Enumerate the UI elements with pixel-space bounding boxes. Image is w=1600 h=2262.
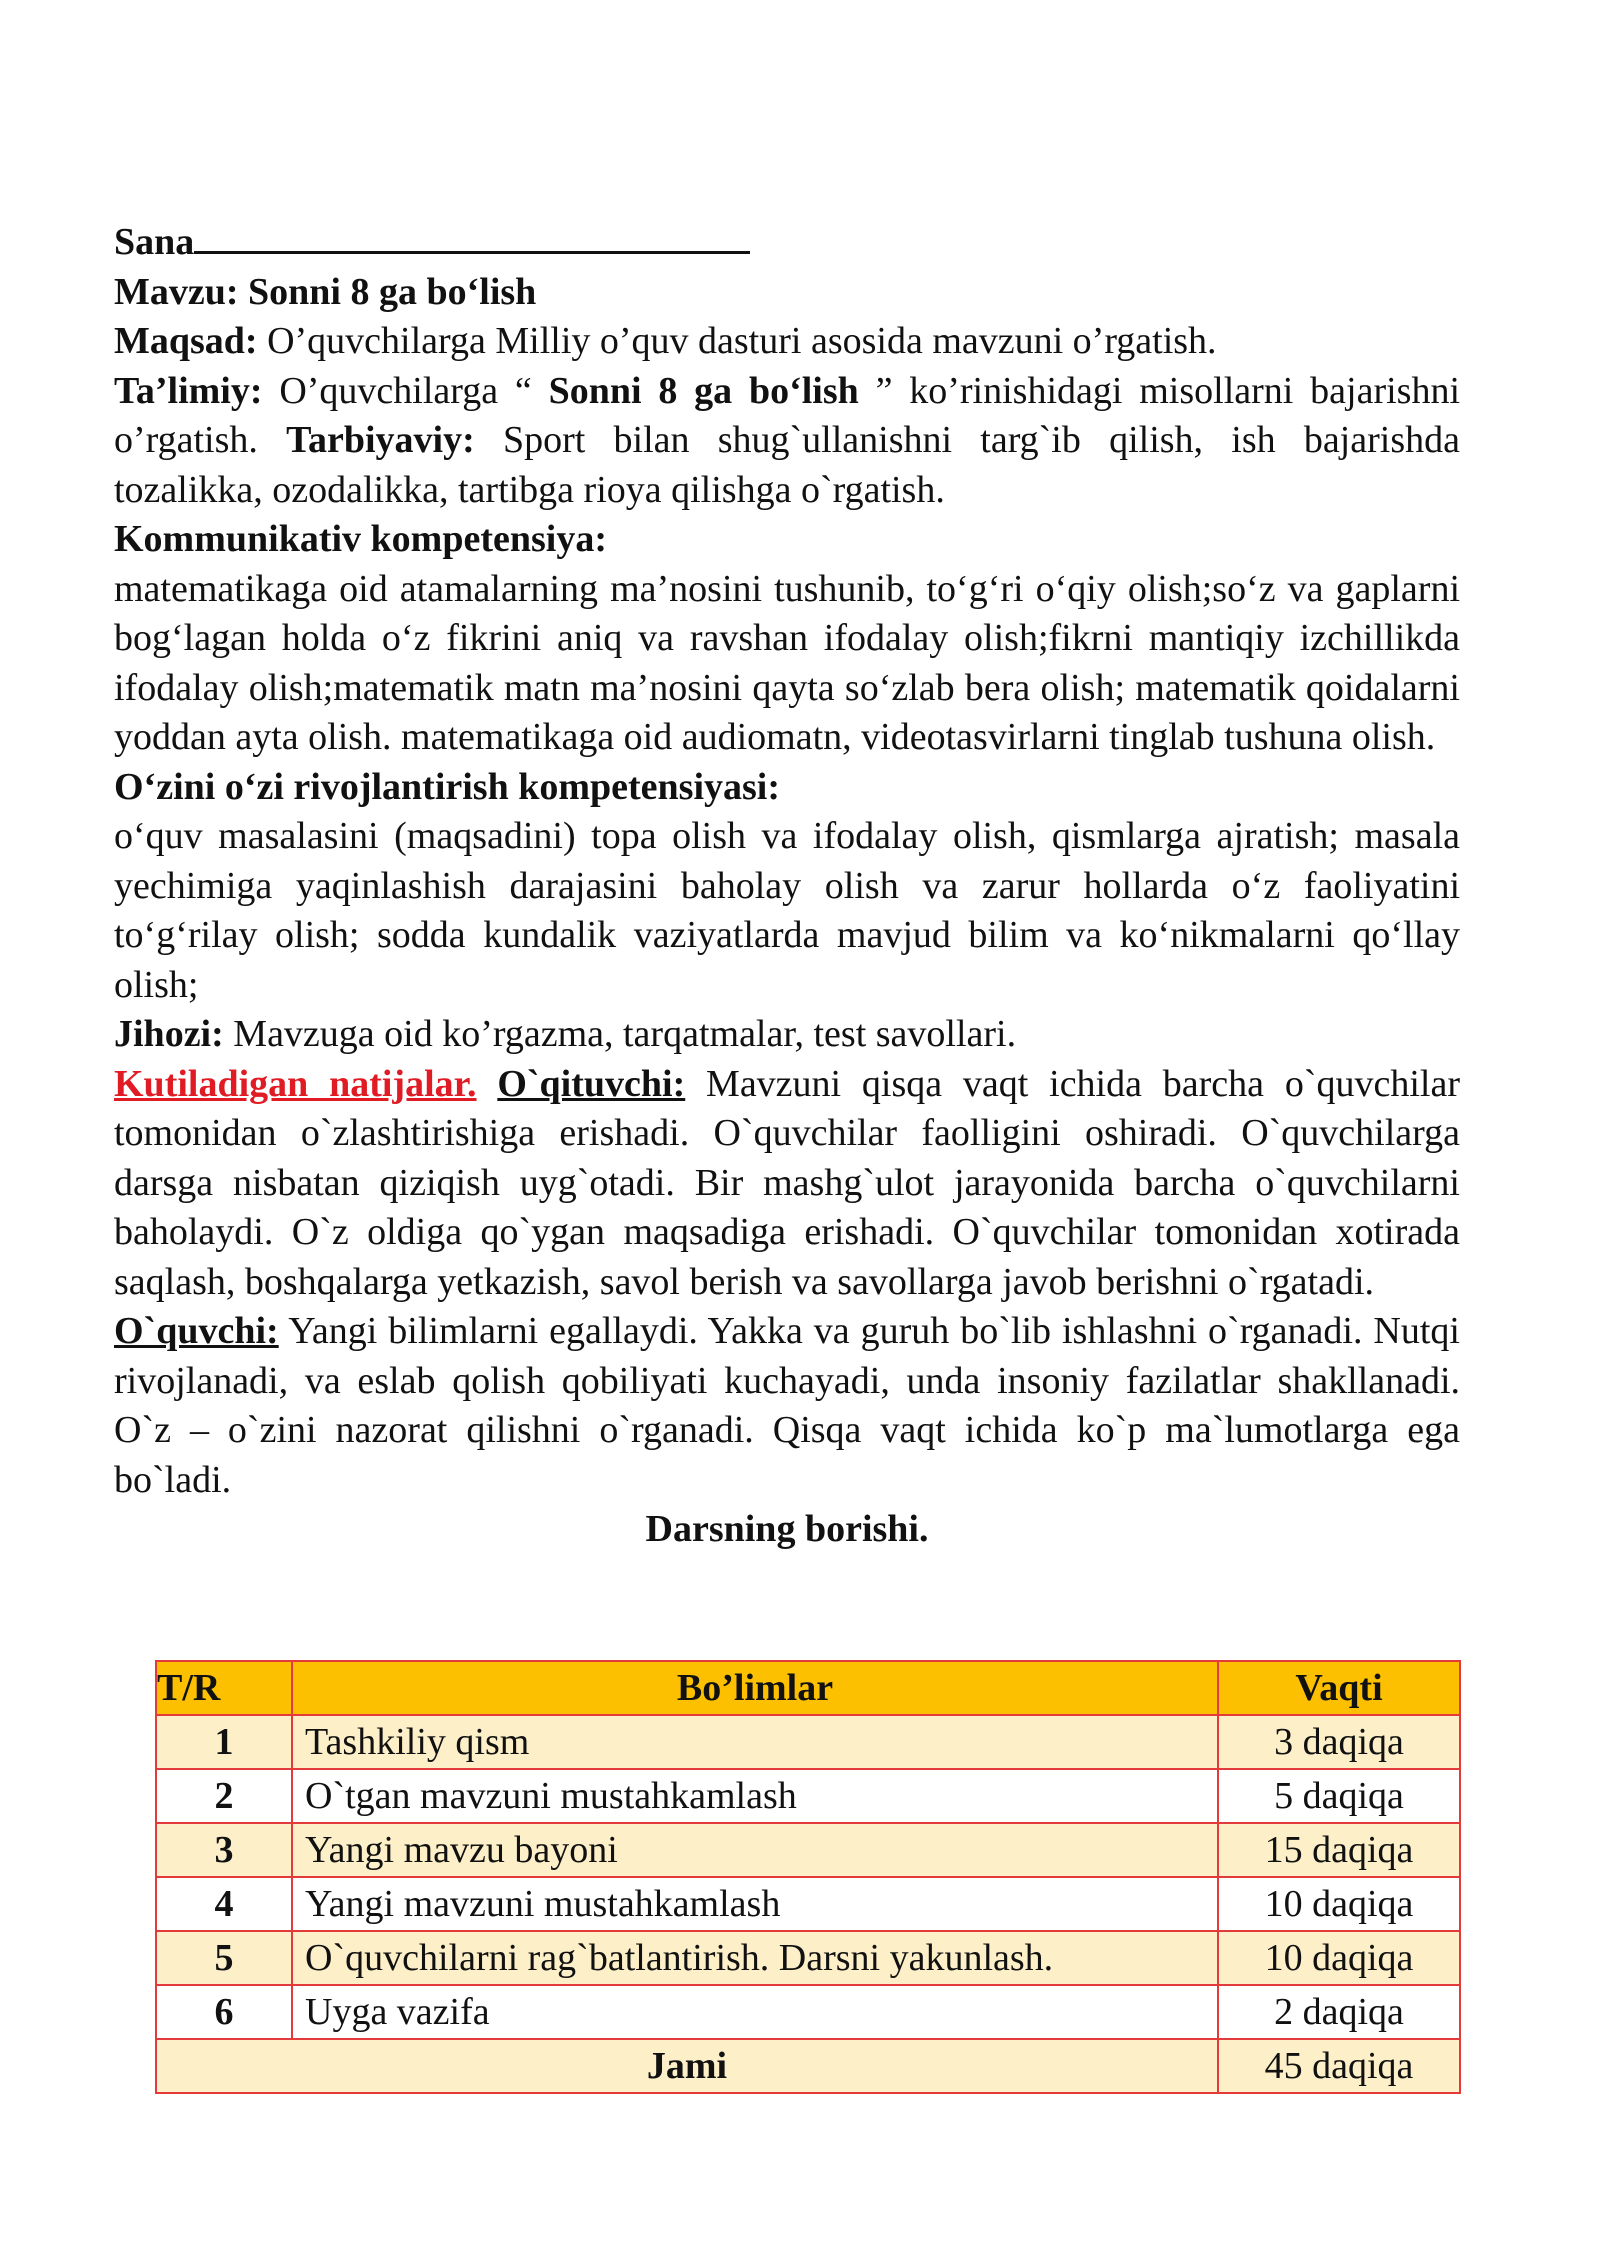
row-number: 2 — [156, 1769, 292, 1823]
table-row — [156, 1931, 1460, 1985]
row-section: Yangi mavzuni mustahkamlash — [292, 1877, 1218, 1931]
kommunikativ-text: matematikaga oid atamalarning ma’nosini tushunib, to‘g‘ri o‘qiy olish;so‘z va gaplarni bog‘lagan holda o‘z fikrini aniq va ravshan ifodalay olish;fikrni mantiqiy izchillikda ifodalay olish;matematik matn ma’nosini qayta so‘zlab bera olish; matematik qoidalarni yoddan ayta olish. matematikaga oid audiomatn, videotasvirlarni tinglab tushuna olish. — [114, 567, 1460, 758]
mavzu-label: Mavzu: — [114, 270, 239, 313]
table-header-row — [156, 1661, 1460, 1715]
row-number: 6 — [156, 1985, 292, 2039]
oqituvchi-label: O`qituvchi: — [497, 1062, 686, 1105]
kommunikativ-heading — [114, 515, 1460, 565]
table-row — [156, 1877, 1460, 1931]
total-time: 45 daqiqa — [1218, 2039, 1460, 2093]
row-time: 15 daqiqa — [1218, 1823, 1460, 1877]
table-row — [156, 1715, 1460, 1769]
sana-blank — [194, 221, 750, 254]
row-time: 5 daqiqa — [1218, 1769, 1460, 1823]
mavzu-line — [114, 268, 1460, 318]
oquvchi-label: O`quvchi: — [114, 1310, 279, 1352]
oqituvchi-text: Mavzuni qisqa vaqt ichida barcha o`quvchilar tomonidan o`zlashtirishiga erishadi. O`quvchilar faolligini oshiradi. O`quvchilarga darsga nisbatan qiziqish uyg`otadi. Bir mashg`ulot jarayonida barcha o`quvchilarni baholaydi. O`z oldiga qo`ygan maqsadiga erishadi. O`quvchilar tomonidan xotirada saqlash, boshqalarga yetkazish, savol berish va savollarga javob berishni o`rgatadi. — [114, 1062, 1460, 1303]
tarbiyaviy-label: Tarbiyaviy: — [286, 419, 475, 461]
oquvchi-text: Yangi bilimlarni egallaydi. Yakka va guruh bo`lib ishlashni o`rganadi. Nutqi rivojlanadi, va eslab qolish qobiliyati kuchayadi, unda insoniy fazilatlar shakllanadi. O`z – o`zini nazorat qilishni o`rganadi. Qisqa vaqt ichida ko`p ma`lumotlarga ega bo`ladi. — [114, 1310, 1460, 1501]
natijalar-label: Kutiladigan natijalar. — [114, 1062, 477, 1105]
row-time: 10 daqiqa — [1218, 1931, 1460, 1985]
table-row — [156, 1823, 1460, 1877]
header-vaqti: Vaqti — [1218, 1661, 1460, 1715]
maqsad-line — [114, 317, 1460, 367]
header-bolimlar: Bo’limlar — [292, 1661, 1218, 1715]
lesson-schedule-table — [155, 1660, 1461, 2094]
talimiy-paragraph — [114, 367, 1460, 516]
tarbiyaviy-text: Sport bilan shug`ullanishni targ`ib qilish, ish bajarishda tozalikka, ozodalikka, tartibga rioya qilishga o`rgatish. — [114, 419, 1460, 511]
lesson-plan-document — [114, 218, 1460, 1555]
darsning-title: Darsning borishi. — [645, 1508, 929, 1550]
jihozi-line — [114, 1010, 1460, 1060]
table-row — [156, 1985, 1460, 2039]
row-number: 5 — [156, 1931, 292, 1985]
row-number: 3 — [156, 1823, 292, 1877]
row-section: O`tgan mavzuni mustahkamlash — [292, 1769, 1218, 1823]
talimiy-topic: Sonni 8 ga bo‘lish — [548, 369, 859, 412]
row-time: 3 daqiqa — [1218, 1715, 1460, 1769]
maqsad-label: Maqsad: — [114, 320, 258, 362]
row-section: O`quvchilarni rag`batlantirish. Darsni yakunlash. — [292, 1931, 1218, 1985]
mavzu-value: Sonni 8 ga bo‘lish — [248, 270, 537, 313]
table-total-row — [156, 2039, 1460, 2093]
talimiy-text-after: ” ko’rinishidagi misollarni bajarishni o’rgatish. — [114, 369, 1460, 461]
total-label: Jami — [156, 2039, 1218, 2093]
row-time: 10 daqiqa — [1218, 1877, 1460, 1931]
ozini-label: O‘zini o‘zi rivojlantirish kompetensiyasi: — [114, 765, 781, 808]
talimiy-label: Ta’limiy: — [114, 369, 263, 412]
natijalar-paragraph — [114, 1060, 1460, 1308]
sana-line — [114, 218, 1460, 268]
ozini-heading — [114, 763, 1460, 813]
header-tr: T/R — [156, 1661, 292, 1715]
row-number: 4 — [156, 1877, 292, 1931]
maqsad-text: O’quvchilarga Milliy o’quv dasturi asosida mavzuni o’rgatish. — [267, 320, 1217, 362]
row-section: Tashkiliy qism — [292, 1715, 1218, 1769]
kommunikativ-label: Kommunikativ kompetensiya: — [114, 518, 607, 560]
row-section: Yangi mavzu bayoni — [292, 1823, 1218, 1877]
jihozi-label: Jihozi: — [114, 1013, 224, 1055]
row-section: Uyga vazifa — [292, 1985, 1218, 2039]
row-number: 1 — [156, 1715, 292, 1769]
sana-label: Sana — [114, 221, 195, 263]
row-time: 2 daqiqa — [1218, 1985, 1460, 2039]
oquvchi-paragraph — [114, 1307, 1460, 1505]
ozini-text: o‘quv masalasini (maqsadini) topa olish va ifodalay olish, qismlarga ajratish; masala yechimiga yaqinlashish darajasini baholay olish va zarur hollarda o‘z faoliyatini to‘g‘rilay olish; sodda kundalik vaziyatlarda mavjud bilim va ko‘nikmalarni qo‘llay olish; — [114, 815, 1460, 1006]
jihozi-text: Mavzuga oid ko’rgazma, tarqatmalar, test savollari. — [223, 1013, 1017, 1055]
talimiy-text-before: O’quvchilarga “ — [279, 369, 549, 412]
table-row — [156, 1769, 1460, 1823]
